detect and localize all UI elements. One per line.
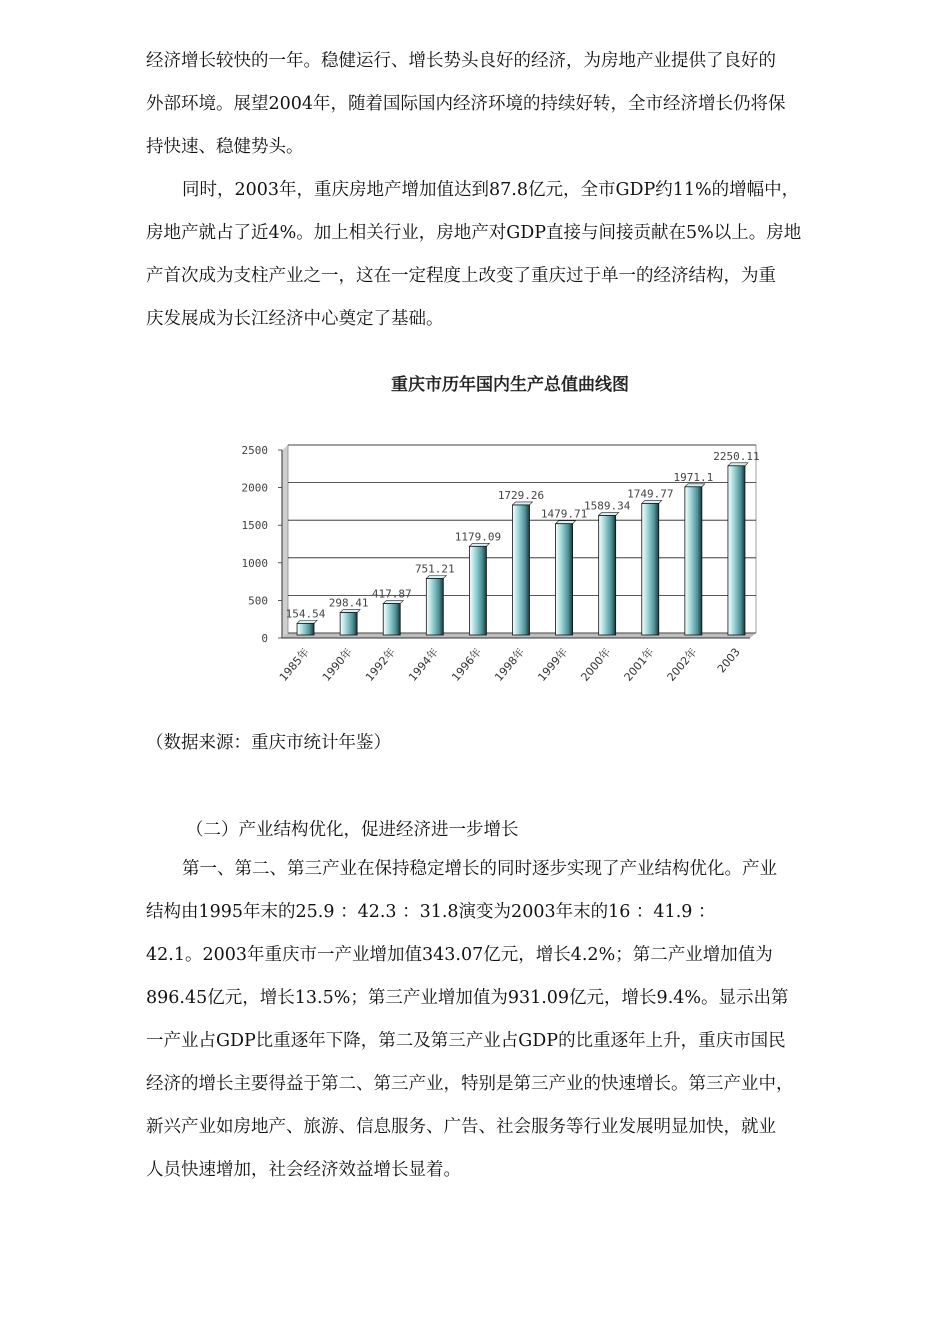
data-label: 1749.77 [627,487,674,501]
text-line: 同时，2003年，重庆房地产增加值达到87.8亿元，全市GDP约11%的增幅中， [182,180,800,200]
x-tick-label: 1990年 [319,645,355,684]
data-label: 1179.09 [454,530,502,544]
bar-top [556,521,576,524]
gdp-bar-chart [226,438,766,698]
text-line: 一产业占GDP比重逐年下降，第二及第三产业占GDP的比重逐年上升，重庆市国民 [146,1031,786,1051]
text-line: 持快速、稳健势头。 [146,137,304,157]
x-tick-label: 2000年 [578,645,614,684]
bar-top [642,500,662,503]
data-label: 1729.26 [497,488,545,502]
bar-top [599,512,619,515]
x-tick-label: 2003 [714,645,743,676]
bar-top [513,502,533,505]
y-tick-label: 0 [261,632,268,645]
text-line: 人员快速增加，社会经济效益增长显着。 [146,1160,461,1180]
y-tick-label: 2500 [241,444,268,457]
y-tick-label: 1500 [241,519,268,533]
chart-title: 重庆市历年国内生产总值曲线图 [391,375,629,395]
bar-top [383,601,403,604]
data-label: 1479.71 [540,507,588,521]
text-line: 经济增长较快的一年。稳健运行、增长势头良好的经济，为房地产业提供了良好的 [146,51,776,71]
text-line: 第一、第二、第三产业在保持稳定增长的同时逐步实现了产业结构优化。产业 [182,859,777,879]
bar-top [340,610,360,613]
x-tick-label: 1996年 [449,645,485,684]
bar [685,487,702,635]
x-tick-label: 1985年 [276,645,312,684]
bar-top [426,576,446,579]
x-tick-label: 2002年 [664,645,700,684]
bar [426,579,443,635]
data-label: 1589.34 [584,499,631,513]
bar [728,466,745,635]
text-line: 896.45亿元，增长13.5%；第三产业增加值为931.09亿元，增长9.4%。显示出第 [146,988,789,1008]
bar-top [469,543,489,546]
text-line: 外部环境。展望2004年，随着国际国内经济环境的持续好转，全市经济增长仍将保 [146,94,786,114]
text-line: 42.1。2003年重庆市一产业增加值343.07亿元，增长4.2%；第二产业增加值为 [146,945,773,965]
paragraph-2 [146,169,878,341]
text-line: 房地产就占了近4%。加上相关行业，房地产对GDP直接与间接贡献在5%以上。房地 [146,223,802,243]
y-tick-label: 1000 [241,556,268,570]
y-tick-label: 2000 [241,481,268,495]
data-label: 417.87 [371,587,412,601]
bar [383,604,400,635]
text-line: 结构由1995年末的25.9 ：42.3 ：31.8演变为2003年末的16 ：41.9 ： [146,902,716,922]
bar [556,524,573,635]
data-label: 2250.11 [713,449,760,463]
x-tick-label: 1999年 [535,645,571,684]
section-heading: （二）产业结构优化，促进经济进一步增长 [186,820,519,840]
data-label: 751.21 [414,562,455,576]
text-line: 产首次成为支柱产业之一，这在一定程度上改变了重庆过于单一的经济结构，为重 [146,266,776,286]
bar [340,613,357,635]
bar [599,515,616,635]
x-tick-label: 1994年 [406,645,442,684]
bar [642,503,659,635]
data-label: 1971.1 [673,470,714,484]
x-tick-label: 1998年 [492,645,528,684]
source-note: （数据来源：重庆市统计年鉴） [146,733,391,753]
bar [469,546,486,635]
x-tick-label: 2001年 [621,645,657,684]
text-line: 经济的增长主要得益于第二、第三产业，特别是第三产业的快速增长。第三产业中， [146,1074,794,1094]
bar-top [685,484,705,487]
bar-top [297,620,317,623]
paragraph-1 [146,40,878,169]
y-tick-label: 500 [248,594,268,608]
text-line: 庆发展成为长江经济中心奠定了基础。 [146,309,444,329]
bar-top [728,463,748,466]
bar [513,505,530,635]
text-line: 新兴产业如房地产、旅游、信息服务、广告、社会服务等行业发展明显加快，就业 [146,1117,776,1137]
paragraph-3 [146,848,878,1192]
x-tick-label: 1992年 [362,645,399,684]
data-label: 154.54 [285,607,326,621]
data-label: 298.41 [328,596,369,610]
bar [297,623,314,635]
